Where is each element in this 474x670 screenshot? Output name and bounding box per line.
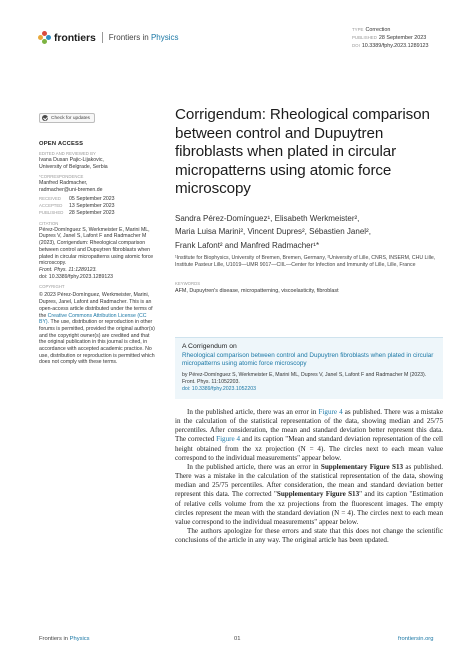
figure-4-link-2[interactable]: Figure 4: [216, 435, 241, 444]
open-access-label: OPEN ACCESS: [39, 141, 84, 147]
supp-figure-s13-ref-2[interactable]: Supplementary Figure S13: [276, 490, 360, 499]
p2-text-a: In the published article, there was an error in: [187, 462, 321, 471]
sidebar: [39, 108, 155, 366]
edited-label: EDITED AND REVIEWED BY: [39, 151, 96, 156]
p1-text-b: as published. There was a mistake in the calculation of the statistical representation of the data, showing median and 25/75 percentiles. After consideration, the mean and standard deviation better represent this data. The corrected: [175, 408, 443, 444]
article-header: [175, 106, 443, 294]
article-body: [175, 408, 443, 545]
frontiers-logo[interactable]: [38, 31, 179, 44]
meta-doi-key: DOI: [352, 43, 360, 48]
citation-block: [39, 221, 155, 281]
date-received: [39, 196, 155, 203]
meta-published-key: PUBLISHED: [352, 35, 377, 40]
p2-text-b: as published. There was a mistake in the calculation of the statistical representation of the data, showing median and 25/75 percentiles. After consideration, the mean and standard deviation better represent this data. The corrected ": [175, 462, 443, 499]
date-published: [39, 210, 155, 217]
body-paragraph-2: [175, 463, 443, 527]
meta-published: [352, 34, 429, 42]
original-article-link[interactable]: Rheological comparison between control and Dupuytren fibroblasts when plated in circular micropatterns using atomic force microscopy: [182, 352, 434, 367]
date-published-value: 28 September 2023: [69, 209, 115, 216]
author-line-1[interactable]: Sandra Pérez-Domínguez¹, Elisabeth Werkmeister²,: [175, 213, 360, 223]
p1-text-c: and its caption "Mean and standard deviation representation of the cell height obtained from the xz projection (N = 4). The circles next to each mean value correspond to the individual measurements" appear below.: [175, 435, 444, 462]
logo-divider: [102, 32, 103, 43]
citation-journal: Front. Phys. 11:1289123.: [39, 266, 97, 273]
copyright-label: COPYRIGHT: [39, 284, 65, 290]
frontiers-logo-icon: [38, 31, 51, 44]
correspondence-email[interactable]: radmacher@uni-bremen.de: [39, 186, 103, 193]
correspondence-name: Manfred Radmacher,: [39, 180, 88, 187]
date-received-value: 05 September 2023: [69, 196, 115, 203]
affiliations: ¹Institute for Biophysics, University of Bremen, Bremen, Germany, ²University of Lille, CNRS, INSERM, CHU Lille, Institute Pasteur Lille, U1019—UMR 9017—CIIL—Center for Infection and Immunity of Lille, Lille, France: [175, 255, 436, 269]
article-dates: [39, 196, 155, 216]
body-paragraph-1: [175, 408, 443, 463]
meta-type-value: Correction: [365, 27, 391, 33]
brand-name: frontiers: [54, 31, 96, 44]
meta-type-key: TYPE: [352, 27, 364, 32]
date-published-key: PUBLISHED: [39, 209, 64, 215]
citation-label: CITATION: [39, 220, 59, 226]
footer-journal-prefix: Frontiers in: [39, 636, 70, 642]
correspondence-label: *CORRESPONDENCE: [39, 174, 84, 180]
date-accepted-value: 13 September 2023: [69, 203, 115, 210]
journal-prefix: Frontiers in: [108, 33, 151, 42]
date-accepted-key: ACCEPTED: [39, 203, 63, 209]
author-line-3[interactable]: Frank Lafont² and Manfred Radmacher¹*: [175, 240, 320, 250]
meta-doi[interactable]: [352, 42, 429, 50]
copyright-text: [39, 292, 155, 366]
check-icon: [42, 115, 48, 121]
check-for-updates-button[interactable]: [39, 113, 95, 123]
citation-doi[interactable]: doi: 10.3389/fphy.2023.1289123: [39, 273, 114, 280]
date-received-key: RECEIVED: [39, 196, 61, 202]
footer-site-link[interactable]: frontiersin.org: [398, 636, 434, 642]
keywords-label: KEYWORDS: [175, 280, 201, 286]
copyright-text-a: © 2023 Pérez-Domínguez, Werkmeister, Marini, Dupres, Janel, Lafont and Radmacher. This is an open-access article distributed under the terms of the: [39, 292, 153, 319]
footer-journal-field: Physics: [69, 636, 90, 642]
journal-name: [109, 33, 179, 42]
article-meta: [352, 26, 429, 50]
p1-text-a: In the published article, there was an error in: [187, 408, 319, 416]
meta-doi-value[interactable]: 10.3389/fphy.2023.1289123: [361, 43, 429, 49]
keywords: AFM, Dupuytren's disease, micropatterning, viscoelasticity, fibroblast: [175, 287, 339, 294]
original-article-doi[interactable]: doi: 10.3389/fphy.2023.1052203: [182, 385, 257, 392]
body-paragraph-3: The authors apologize for these errors and state that this does not change the scientific conclusions of the article in any way. The original article has been updated.: [175, 527, 443, 545]
p2-text-c: " and its caption "Estimation of relative cells volume from the xz projections from the fluorescent images. The empty circles represent the mean with the standard deviation (N = 4). The circles next to each mean value correspond to the individual measurements" appear below.: [175, 490, 444, 526]
corrigendum-box: [175, 337, 443, 399]
page-number: 01: [234, 636, 241, 642]
editor-affiliation: University of Belgrade, Serbia: [39, 163, 108, 170]
article-title: Corrigendum: Rheological comparison between control and Dupuytren fibroblasts when plated in circular micropatterns using atomic force microscopy: [175, 106, 430, 198]
check-for-updates-label: Check for updates: [51, 115, 90, 121]
original-article-authors: by Pérez-Domínguez S, Werkmeister E, Marini ML, Dupres V, Janel S, Lafont F and Radmacher M (2023). Front. Phys. 11:1052203.: [182, 372, 427, 385]
footer-journal: [39, 636, 90, 642]
meta-type: [352, 26, 429, 34]
editor-name: Ivana Dusan Pajic-Lijakovic,: [39, 157, 104, 163]
copyright-text-b: The use, distribution or reproduction in other forums is permitted, provided the original author(s) and the copyright owner(s) are credited and that the original publication in this journal is cited, in accordance with accepted academic practice. No use, distribution or reproduction is permitted which does not comply with these terms.: [39, 319, 155, 366]
author-line-2[interactable]: Maria Luisa Marini², Vincent Dupres², Sébastien Janel²,: [175, 227, 371, 237]
meta-published-value: 28 September 2023: [378, 35, 427, 41]
author-list: [175, 212, 443, 253]
cc-license-link[interactable]: Creative Commons Attribution License (CC BY).: [39, 312, 147, 326]
journal-field: Physics: [150, 33, 179, 42]
date-accepted: [39, 203, 155, 210]
supp-figure-s13-ref[interactable]: Supplementary Figure S13: [320, 462, 404, 471]
figure-4-link[interactable]: Figure 4: [318, 408, 343, 416]
corrigendum-heading: A Corrigendum on: [182, 343, 237, 350]
citation-text: Pérez-Domínguez S, Werkmeister E, Marini ML, Dupres V, Janel S, Lafont F and Radmacher M (2023), Corrigendum: Rheological comparison between control and Dupuytren fibroblasts when plated in circular micropatterns using atomic force microscopy.: [39, 226, 154, 267]
